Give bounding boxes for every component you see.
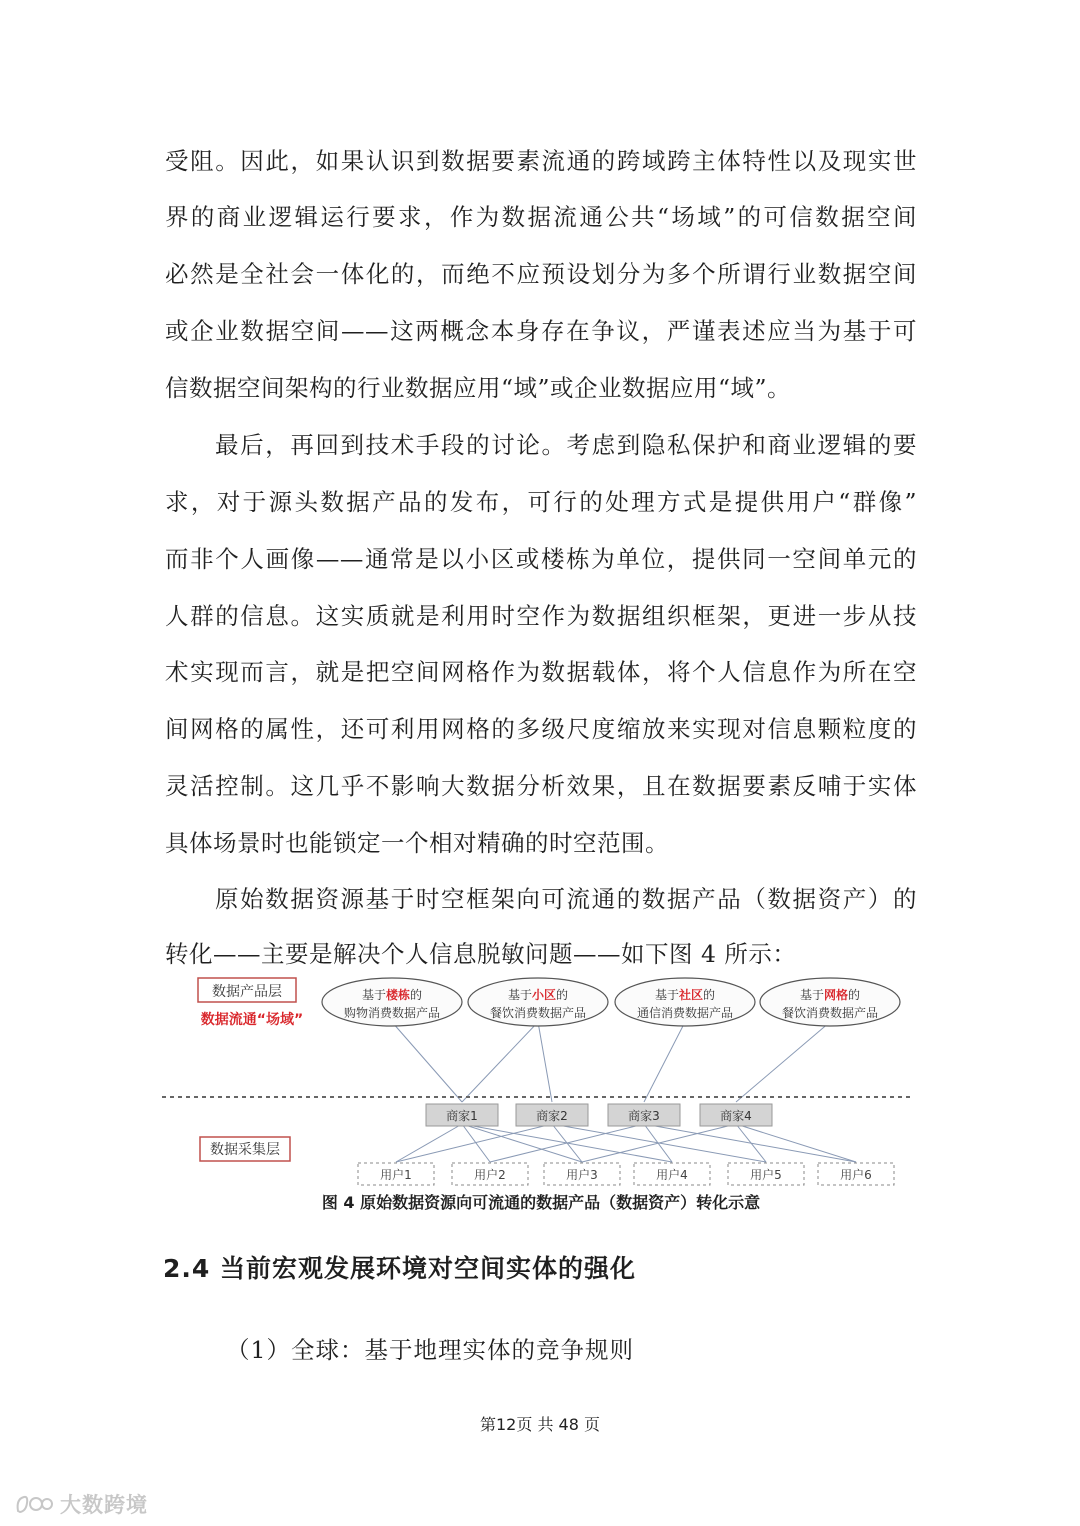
connector-lines: [392, 1000, 856, 1162]
svg-text:商家1: 商家1: [446, 1109, 478, 1123]
text-line: 具体场景时也能锁定一个相对精确的时空范围。: [165, 829, 669, 857]
merchant-node: [700, 1104, 772, 1126]
figure-4-diagram: [160, 972, 920, 1192]
text-line: 灵活控制。这几乎不影响大数据分析效果，且在数据要素反哺于实体: [165, 772, 917, 800]
watermark-logo-icon: [14, 1491, 54, 1517]
svg-text:通信消费数据产品: 通信消费数据产品: [636, 1006, 734, 1020]
text-line: 术实现而言，就是把空间网格作为数据载体，将个人信息作为所在空: [165, 658, 917, 686]
user-node-label: 用户5: [750, 1168, 782, 1182]
text-line: 原始数据资源基于时空框架向可流通的数据产品（数据资产）的: [215, 885, 917, 913]
text-line: 必然是全社会一体化的，而绝不应预设划分为多个所谓行业数据空间: [165, 260, 917, 288]
user-node-label: 用户4: [656, 1168, 688, 1182]
svg-text:餐饮消费数据产品: 餐饮消费数据产品: [781, 1006, 879, 1020]
text-line: 受阻。因此，如果认识到数据要素流通的跨域跨主体特性以及现实世: [165, 147, 917, 175]
watermark-text: 大数跨境: [60, 1493, 148, 1517]
svg-text:商家2: 商家2: [536, 1109, 568, 1123]
user-node-label: 用户6: [840, 1168, 872, 1182]
page-footer: 第12页 共 48 页: [480, 1415, 600, 1434]
text-line: 转化——主要是解决个人信息脱敏问题——如下图 4 所示：: [165, 940, 797, 968]
svg-text:基于小区的: 基于小区的: [507, 988, 569, 1002]
subsection-heading: （1）全球：基于地理实体的竞争规则: [226, 1336, 634, 1364]
user-node-label: 用户1: [380, 1168, 412, 1182]
svg-text:商家4: 商家4: [720, 1109, 752, 1123]
domain-label: 数据流通“场域”: [200, 1012, 304, 1028]
svg-text:购物消费数据产品: 购物消费数据产品: [343, 1006, 441, 1020]
product-node: [468, 978, 608, 1026]
text-line: 求，对于源头数据产品的发布，可行的处理方式是提供用户“群像”: [165, 488, 917, 516]
user-node-label: 用户2: [474, 1168, 506, 1182]
product-layer-label: 数据产品层: [212, 984, 282, 1000]
user-node-label: 用户3: [566, 1168, 598, 1182]
watermark: [14, 1488, 148, 1520]
svg-text:基于社区的: 基于社区的: [654, 988, 716, 1002]
figure-caption: 图 4 原始数据资源向可流通的数据产品（数据资产）转化示意: [321, 1193, 761, 1212]
product-node: [615, 978, 755, 1026]
text-line: 信数据空间架构的行业数据应用“域”或企业数据应用“域”。: [165, 374, 792, 402]
text-line: 而非个人画像——通常是以小区或楼栋为单位，提供同一空间单元的: [165, 545, 917, 573]
section-heading: 2.4 当前宏观发展环境对空间实体的强化: [163, 1254, 636, 1283]
svg-text:商家3: 商家3: [628, 1109, 660, 1123]
merchant-node: [608, 1104, 680, 1126]
product-node: [322, 978, 462, 1026]
svg-text:餐饮消费数据产品: 餐饮消费数据产品: [489, 1006, 587, 1020]
text-line: 最后，再回到技术手段的讨论。考虑到隐私保护和商业逻辑的要: [215, 431, 917, 459]
svg-text:基于网格的: 基于网格的: [799, 988, 861, 1002]
svg-text:基于楼栋的: 基于楼栋的: [361, 988, 423, 1002]
text-line: 人群的信息。这实质就是利用时空作为数据组织框架，更进一步从技: [165, 602, 917, 630]
merchant-node: [516, 1104, 588, 1126]
text-line: 界的商业逻辑运行要求，作为数据流通公共“场域”的可信数据空间: [165, 203, 917, 231]
merchant-node: [426, 1104, 498, 1126]
collection-layer-label: 数据采集层: [210, 1142, 280, 1158]
text-line: 或企业数据空间——这两概念本身存在争议，严谨表述应当为基于可: [165, 317, 917, 345]
product-node: [760, 978, 900, 1026]
text-line: 间网格的属性，还可利用网格的多级尺度缩放来实现对信息颗粒度的: [165, 715, 917, 743]
